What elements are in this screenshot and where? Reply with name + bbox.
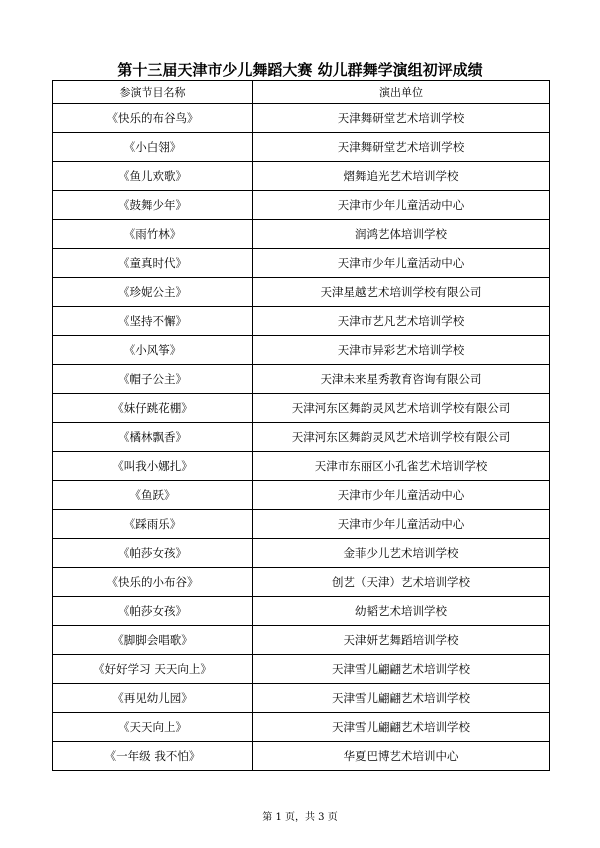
performing-unit-cell: 天津雪儿翩翩艺术培训学校 <box>253 684 550 713</box>
performing-unit-cell: 天津市少年儿童活动中心 <box>253 191 550 220</box>
program-name-cell: 《天天向上》 <box>53 713 253 742</box>
performing-unit-cell: 天津舞研堂艺术培训学校 <box>253 133 550 162</box>
program-name-cell: 《快乐的小布谷》 <box>53 568 253 597</box>
table-row <box>53 510 550 539</box>
table-row <box>53 713 550 742</box>
program-name-cell: 《童真时代》 <box>53 249 253 278</box>
page-number-footer: 第 1 页，共 3 页 <box>262 812 338 823</box>
program-name-cell: 《鱼跃》 <box>53 481 253 510</box>
program-name-cell: 《帕莎女孩》 <box>53 597 253 626</box>
table-row <box>53 452 550 481</box>
performing-unit-cell: 熠舞追光艺术培训学校 <box>253 162 550 191</box>
program-name-cell: 《踩雨乐》 <box>53 510 253 539</box>
table-row <box>53 249 550 278</box>
performing-unit-cell: 天津舞研堂艺术培训学校 <box>253 104 550 133</box>
table-row <box>53 568 550 597</box>
table-row <box>53 220 550 249</box>
program-name-cell: 《小风筝》 <box>53 336 253 365</box>
table-row <box>53 394 550 423</box>
performing-unit-cell: 天津河东区舞韵灵风艺术培训学校有限公司 <box>253 394 550 423</box>
table-row <box>53 307 550 336</box>
performing-unit-cell: 天津市东丽区小孔雀艺术培训学校 <box>253 452 550 481</box>
performing-unit-cell: 天津市少年儿童活动中心 <box>253 249 550 278</box>
table-row <box>53 684 550 713</box>
program-name-cell: 《帕莎女孩》 <box>53 539 253 568</box>
performing-unit-cell: 天津市艺凡艺术培训学校 <box>253 307 550 336</box>
performing-unit-cell: 天津未来星秀教育咨询有限公司 <box>253 365 550 394</box>
performing-unit-cell: 天津雪儿翩翩艺术培训学校 <box>253 655 550 684</box>
program-name-cell: 《鼓舞少年》 <box>53 191 253 220</box>
table-row <box>53 539 550 568</box>
program-name-cell: 《妹仔跳花棚》 <box>53 394 253 423</box>
program-name-cell: 《雨竹林》 <box>53 220 253 249</box>
performing-unit-cell: 华夏巴博艺术培训中心 <box>253 742 550 771</box>
table-row <box>53 162 550 191</box>
table-row <box>53 336 550 365</box>
table-row <box>53 597 550 626</box>
program-name-cell: 《橘林飘香》 <box>53 423 253 452</box>
program-name-cell: 《脚脚会唱歌》 <box>53 626 253 655</box>
table-row <box>53 104 550 133</box>
table-row <box>53 278 550 307</box>
results-table <box>52 80 550 771</box>
table-row <box>53 742 550 771</box>
program-name-cell: 《好好学习 天天向上》 <box>53 655 253 684</box>
page-title: 第十三届天津市少儿舞蹈大赛 幼儿群舞学演组初评成绩 <box>117 61 483 79</box>
program-name-cell: 《叫我小娜扎》 <box>53 452 253 481</box>
performing-unit-cell: 润鸿艺体培训学校 <box>253 220 550 249</box>
program-name-cell: 《帽子公主》 <box>53 365 253 394</box>
performing-unit-cell: 创艺（天津）艺术培训学校 <box>253 568 550 597</box>
program-name-cell: 《坚持不懈》 <box>53 307 253 336</box>
column-header-program: 参演节目名称 <box>53 81 253 104</box>
performing-unit-cell: 天津妍艺舞蹈培训学校 <box>253 626 550 655</box>
program-name-cell: 《一年级 我不怕》 <box>53 742 253 771</box>
program-name-cell: 《快乐的布谷鸟》 <box>53 104 253 133</box>
performing-unit-cell: 幼韬艺术培训学校 <box>253 597 550 626</box>
table-row <box>53 133 550 162</box>
performing-unit-cell: 天津市少年儿童活动中心 <box>253 481 550 510</box>
table-row <box>53 481 550 510</box>
table-row <box>53 365 550 394</box>
performing-unit-cell: 天津雪儿翩翩艺术培训学校 <box>253 713 550 742</box>
performing-unit-cell: 天津河东区舞韵灵风艺术培训学校有限公司 <box>253 423 550 452</box>
program-name-cell: 《小白翎》 <box>53 133 253 162</box>
performing-unit-cell: 天津市异彩艺术培训学校 <box>253 336 550 365</box>
performing-unit-cell: 金菲少儿艺术培训学校 <box>253 539 550 568</box>
table-row <box>53 423 550 452</box>
table-header-row <box>53 81 550 104</box>
table-row <box>53 626 550 655</box>
column-header-unit: 演出单位 <box>253 81 550 104</box>
program-name-cell: 《再见幼儿园》 <box>53 684 253 713</box>
performing-unit-cell: 天津市少年儿童活动中心 <box>253 510 550 539</box>
program-name-cell: 《珍妮公主》 <box>53 278 253 307</box>
program-name-cell: 《鱼儿欢歌》 <box>53 162 253 191</box>
table-row <box>53 191 550 220</box>
table-row <box>53 655 550 684</box>
performing-unit-cell: 天津星越艺术培训学校有限公司 <box>253 278 550 307</box>
